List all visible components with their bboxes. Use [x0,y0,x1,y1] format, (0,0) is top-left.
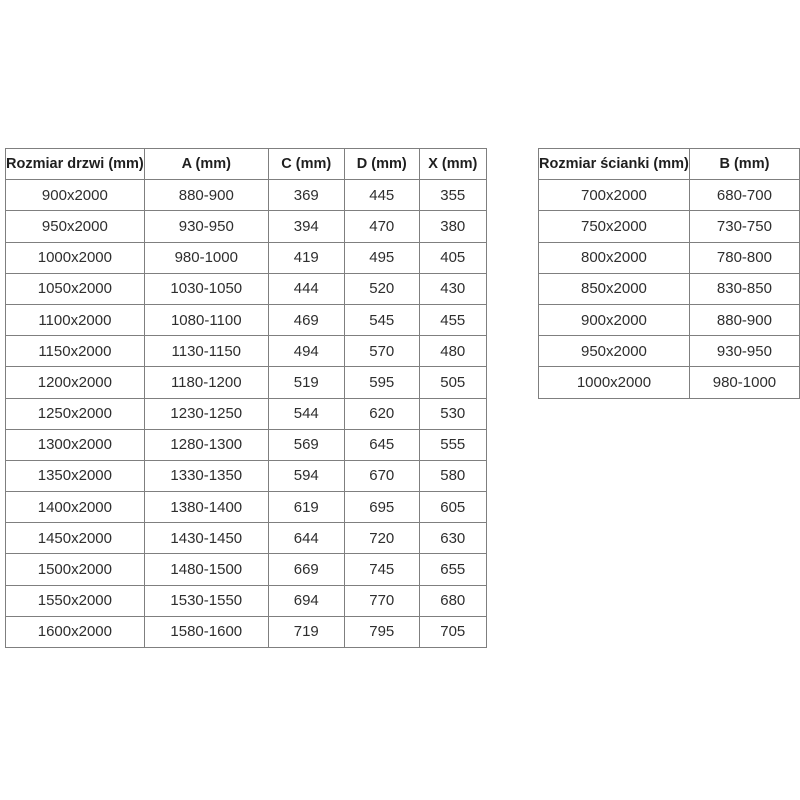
table-cell: 830-850 [689,273,799,304]
table-cell: 595 [344,367,419,398]
table-header-cell: D (mm) [344,149,419,180]
table-cell: 1050x2000 [6,273,145,304]
table-cell: 1330-1350 [144,460,268,491]
table-header-cell: X (mm) [419,149,486,180]
table-cell: 1000x2000 [539,367,690,398]
table-cell: 645 [344,429,419,460]
table-cell: 1600x2000 [6,616,145,647]
table-row [539,273,800,304]
table-header-cell: B (mm) [689,149,799,180]
table-cell: 655 [419,554,486,585]
table-row [6,523,487,554]
table-cell: 495 [344,242,419,273]
table-cell: 1230-1250 [144,398,268,429]
table-cell: 555 [419,429,486,460]
table-row [539,180,800,211]
table-cell: 1280-1300 [144,429,268,460]
table-cell: 1480-1500 [144,554,268,585]
table-cell: 469 [268,304,344,335]
table-cell: 730-750 [689,211,799,242]
table-cell: 795 [344,616,419,647]
table-cell: 680 [419,585,486,616]
table-cell: 570 [344,336,419,367]
table-cell: 569 [268,429,344,460]
table-cell: 445 [344,180,419,211]
table-cell: 880-900 [689,304,799,335]
table-cell: 1430-1450 [144,523,268,554]
table-cell: 1580-1600 [144,616,268,647]
table-row [539,367,800,398]
table-cell: 745 [344,554,419,585]
table-cell: 380 [419,211,486,242]
table-cell: 1250x2000 [6,398,145,429]
table-cell: 419 [268,242,344,273]
table-cell: 619 [268,492,344,523]
table-cell: 580 [419,460,486,491]
table-header-cell: Rozmiar ścianki (mm) [539,149,690,180]
table-cell: 594 [268,460,344,491]
table-cell: 880-900 [144,180,268,211]
table-cell: 1350x2000 [6,460,145,491]
table-row [6,180,487,211]
table-row [6,554,487,585]
table-cell: 1450x2000 [6,523,145,554]
table-cell: 669 [268,554,344,585]
table-row [6,367,487,398]
table-cell: 405 [419,242,486,273]
table-cell: 1030-1050 [144,273,268,304]
table-cell: 519 [268,367,344,398]
table-cell: 680-700 [689,180,799,211]
table-header-cell: A (mm) [144,149,268,180]
table-cell: 1380-1400 [144,492,268,523]
door-sizes-table [5,148,487,648]
table-cell: 1550x2000 [6,585,145,616]
table-cell: 770 [344,585,419,616]
table-cell: 930-950 [144,211,268,242]
table-cell: 369 [268,180,344,211]
table-cell: 1400x2000 [6,492,145,523]
table-cell: 1080-1100 [144,304,268,335]
table-header-row [6,149,487,180]
table-row [6,585,487,616]
table-cell: 750x2000 [539,211,690,242]
table-cell: 695 [344,492,419,523]
table-cell: 719 [268,616,344,647]
table-cell: 455 [419,304,486,335]
table-cell: 1150x2000 [6,336,145,367]
table-cell: 355 [419,180,486,211]
table-row [539,242,800,273]
table-row [6,211,487,242]
table-row [6,398,487,429]
table-cell: 980-1000 [144,242,268,273]
table-cell: 800x2000 [539,242,690,273]
table-cell: 605 [419,492,486,523]
table-cell: 545 [344,304,419,335]
table-cell: 780-800 [689,242,799,273]
table-cell: 1130-1150 [144,336,268,367]
wall-sizes-table [538,148,800,399]
table-cell: 630 [419,523,486,554]
table-row [6,273,487,304]
table-row [539,304,800,335]
table-cell: 705 [419,616,486,647]
table-cell: 694 [268,585,344,616]
table-cell: 480 [419,336,486,367]
table-cell: 930-950 [689,336,799,367]
table-cell: 494 [268,336,344,367]
table-row [6,492,487,523]
table-cell: 950x2000 [6,211,145,242]
table-cell: 470 [344,211,419,242]
table-row [6,304,487,335]
table-cell: 530 [419,398,486,429]
table-row [6,429,487,460]
table-row [6,336,487,367]
table-cell: 1180-1200 [144,367,268,398]
table-cell: 505 [419,367,486,398]
table-cell: 394 [268,211,344,242]
table-row [6,242,487,273]
table-cell: 950x2000 [539,336,690,367]
table-row [6,460,487,491]
table-cell: 900x2000 [539,304,690,335]
table-cell: 1200x2000 [6,367,145,398]
table-cell: 644 [268,523,344,554]
table-header-row [539,149,800,180]
table-cell: 1100x2000 [6,304,145,335]
table-cell: 720 [344,523,419,554]
table-row [6,616,487,647]
table-row [539,336,800,367]
table-cell: 1300x2000 [6,429,145,460]
table-cell: 520 [344,273,419,304]
table-cell: 544 [268,398,344,429]
table-header-cell: Rozmiar drzwi (mm) [6,149,145,180]
table-cell: 620 [344,398,419,429]
table-row [539,211,800,242]
table-cell: 1000x2000 [6,242,145,273]
table-cell: 670 [344,460,419,491]
table-cell: 980-1000 [689,367,799,398]
table-cell: 700x2000 [539,180,690,211]
table-cell: 850x2000 [539,273,690,304]
table-cell: 1530-1550 [144,585,268,616]
table-cell: 900x2000 [6,180,145,211]
table-cell: 1500x2000 [6,554,145,585]
table-cell: 444 [268,273,344,304]
table-header-cell: C (mm) [268,149,344,180]
table-cell: 430 [419,273,486,304]
